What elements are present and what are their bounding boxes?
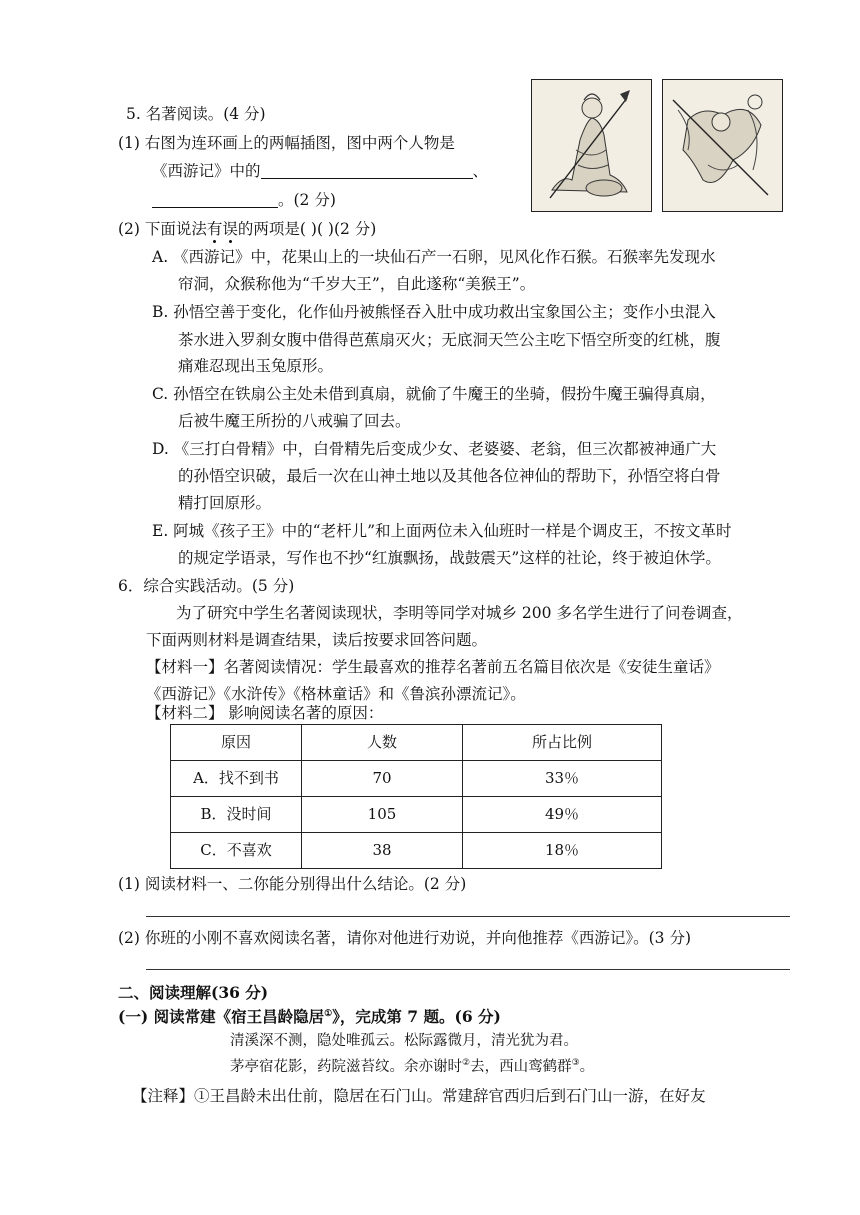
table-header-cell: 原因 [171, 725, 302, 761]
table-cell: C．不喜欢 [171, 833, 302, 869]
table-row [171, 761, 662, 797]
q6-heading: 6．综合实践活动。(5 分) [118, 577, 295, 595]
table-row [171, 833, 662, 869]
q5-heading: 5. 名著阅读。(4 分) [126, 105, 266, 123]
table-header-row [171, 725, 662, 761]
survey-table [170, 724, 662, 869]
q5-part1-line2-text: 《西游记》中的 [152, 162, 261, 180]
q6-intro-line2: 下面两则材料是调查结果，读后按要求回答问题。 [146, 631, 488, 649]
table-cell: 49％ [463, 797, 662, 833]
table-cell: B．没时间 [171, 797, 302, 833]
option-e-line2: 的规定学语录，写作也不抄“红旗飘扬，战鼓震天”这样的社论，终于被迫休学。 [178, 549, 721, 567]
table-cell: 70 [302, 761, 463, 797]
q6-material1-line2: 《西游记》《水浒传》《格林童话》和《鲁滨孙漂流记》。 [146, 685, 526, 703]
footnote-mark-1: ① [324, 1008, 333, 1019]
q5-part1-line2-sep: 、 [472, 162, 489, 180]
footnote-mark-3: ③ [571, 1058, 580, 1069]
illustration-left-drawing [532, 80, 651, 211]
option-d-line3: 精打回原形。 [178, 494, 272, 512]
table-cell: A．找不到书 [171, 761, 302, 797]
illustration-figure-left [531, 79, 652, 212]
option-e-line1: E. 阿城《孩子王》中的“老杆儿”和上面两位未入仙班时一样是个调皮王，不按文革时 [152, 522, 732, 540]
annotation-note: 【注释】①王昌龄未出仕前，隐居在石门山。常建辞官西归后到石门山一游，在好友 [132, 1087, 706, 1105]
q5-part2-post: 的两项是( )( )(2 分) [237, 220, 377, 238]
q5-part2-emph-1: 有 [206, 220, 223, 238]
answer-line-1[interactable] [146, 916, 790, 917]
q5-part2 [118, 219, 376, 239]
footnote-mark-2: ② [462, 1058, 471, 1069]
table-header-cell: 所占比例 [463, 725, 662, 761]
answer-blank-2[interactable] [152, 191, 278, 208]
q5-part2-emph-2: 误 [222, 220, 238, 238]
q6-material1-line1: 【材料一】名著阅读情况：学生最喜欢的推荐名著前五名篇目依次是《安徒生童话》 [146, 658, 720, 676]
illustration-figure-right [662, 79, 783, 212]
table-cell: 38 [302, 833, 463, 869]
poem-line-2 [230, 1058, 594, 1077]
subheading-post: 》，完成第 7 题。(6 分) [332, 1007, 501, 1026]
q6-material2: 【材料二】 影响阅读名著的原因： [146, 704, 384, 722]
option-c-line2: 后被牛魔王所扮的八戒骗了回去。 [178, 412, 411, 430]
section2-subheading [118, 1007, 501, 1027]
q5-part2-pre: (2) 下面说法 [118, 220, 207, 238]
illustration-right-drawing [663, 80, 782, 211]
q6-intro-line1: 为了研究中学生名著阅读现状，李明等同学对城乡 200 多名学生进行了问卷调查， [176, 604, 743, 622]
table-cell: 105 [302, 797, 463, 833]
q6-sub2: (2) 你班的小刚不喜欢阅读名著，请你对他进行劝说，并向他推荐《西游记》。(3 分) [118, 929, 692, 947]
option-c-line1: C. 孙悟空在铁扇公主处未借到真扇，就偷了牛魔王的坐骑，假扮牛魔王骗得真扇， [152, 385, 716, 403]
poem-line-1: 清溪深不测，隐处唯孤云。松际露微月，清光犹为君。 [230, 1033, 578, 1049]
q5-part1-line1: (1) 右图为连环画上的两幅插图，图中两个人物是 [118, 134, 455, 152]
poem-line-2-post: 。 [579, 1059, 595, 1075]
subheading-pre: (一) 阅读常建《宿王昌龄隐居 [118, 1007, 325, 1026]
q5-part1-line2 [152, 161, 488, 181]
option-d-line2: 的孙悟空识破，最后一次在山神土地以及其他各位神仙的帮助下，孙悟空将白骨 [178, 467, 721, 485]
poem-line-2-pre: 茅亭宿花影，药院滋苔纹。余亦谢时 [230, 1059, 462, 1075]
table-cell: 33％ [463, 761, 662, 797]
option-a-line2: 帘洞，众猴称他为“千岁大王”，自此遂称“美猴王”。 [178, 275, 536, 293]
q5-part1-line3 [152, 190, 336, 210]
q5-part1-line3-text: 。(2 分) [278, 191, 336, 209]
table-row [171, 797, 662, 833]
option-a-line1: A. 《西游记》中，花果山上的一块仙石产一石卵，见风化作石猴。石猴率先发现水 [152, 248, 716, 266]
option-b-line3: 痛难忍现出玉兔原形。 [178, 357, 334, 375]
option-d-line1: D. 《三打白骨精》中，白骨精先后变成少女、老婆婆、老翁，但三次都被神通广大 [152, 440, 717, 458]
poem-line-2-mid: 去，西山鸾鹤群 [470, 1059, 572, 1075]
q6-sub1: (1) 阅读材料一、二你能分别得出什么结论。(2 分) [118, 875, 467, 893]
table-cell: 18％ [463, 833, 662, 869]
table-header-cell: 人数 [302, 725, 463, 761]
option-b-line1: B. 孙悟空善于变化，化作仙丹被熊怪吞入肚中成功救出宝象国公主；变作小虫混入 [152, 303, 716, 321]
section2-heading: 二、阅读理解(36 分) [118, 983, 269, 1002]
option-b-line2: 茶水进入罗刹女腹中借得芭蕉扇灭火；无底洞天竺公主吃下悟空所变的红桃，腹 [178, 331, 721, 349]
answer-blank-1[interactable] [261, 162, 473, 179]
answer-line-2[interactable] [146, 969, 790, 970]
